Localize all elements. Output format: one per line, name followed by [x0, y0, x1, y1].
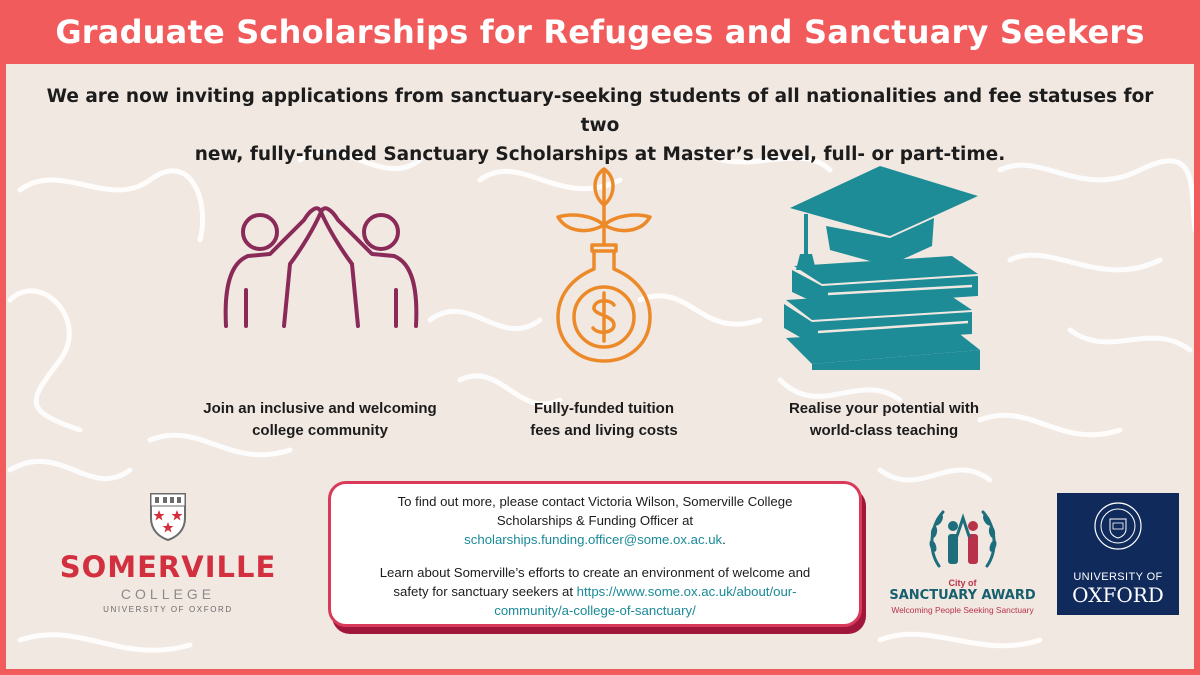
oxford-name-text: OXFORD: [1072, 583, 1164, 607]
feature-funding-line-1: Fully-funded tuition: [534, 400, 674, 417]
contact-box: [328, 481, 862, 627]
contact-line-1: To find out more, please contact Victoria Wilson, Somerville College: [397, 494, 793, 509]
feature-community-line-1: Join an inclusive and welcoming: [203, 400, 437, 417]
page-title: Graduate Scholarships for Refugees and Sanctuary Seekers: [55, 13, 1145, 51]
feature-community-line-2: college community: [252, 422, 388, 439]
somerville-crest-icon: [149, 492, 187, 542]
sanctuary-tagline: Welcoming People Seeking Sanctuary: [891, 605, 1034, 615]
feature-funding-line-2: fees and living costs: [530, 422, 678, 439]
somerville-university-text: UNIVERSITY OF OXFORD: [103, 605, 233, 614]
sanctuary-city-text: City of: [948, 578, 977, 588]
sanctuary-line-1: Learn about Somerville’s efforts to create an environment of welcome and: [379, 565, 811, 580]
sanctuary-url-link-part-2[interactable]: community/a-college-of-sanctuary/: [494, 603, 696, 618]
sanctuary-line-2-text: safety for sanctuary seekers at: [393, 584, 577, 599]
feature-funding: [454, 398, 754, 442]
oxford-university-of-text: UNIVERSITY OF: [1073, 571, 1163, 583]
oxford-logo: [1057, 493, 1179, 615]
somerville-college-text: COLLEGE: [120, 586, 216, 602]
feature-teaching-line-2: world-class teaching: [809, 422, 959, 439]
graduation-books-icon: [782, 166, 980, 370]
somerville-logo: [38, 492, 298, 622]
header-bar: [0, 0, 1200, 64]
feature-community: [170, 398, 470, 442]
feature-teaching-line-1: Realise your potential with: [788, 400, 980, 417]
contact-line-2: Scholarships & Funding Officer at: [496, 513, 694, 528]
email-suffix: .: [722, 532, 726, 547]
high-five-icon: [218, 198, 424, 346]
contact-email-line: [347, 530, 843, 549]
money-plant-icon: [552, 165, 656, 365]
sanctuary-award-logo: [885, 500, 1040, 620]
sanctuary-url-link-part-1[interactable]: https://www.some.ox.ac.uk/about/our-: [576, 584, 797, 599]
sanctuary-line-3: [347, 601, 843, 620]
intro-line-1: We are now inviting applications from sanctuary-seeking students of all nationalities and fee statuses for two: [46, 86, 1154, 136]
somerville-wordmark: SOMERVILLE: [59, 550, 277, 584]
email-link[interactable]: scholarships.funding.officer@some.ox.ac.uk: [464, 532, 723, 547]
intro-line-2: new, fully-funded Sanctuary Scholarships at Master’s level, full- or part-time.: [194, 144, 1006, 165]
oxford-crest-icon: [1093, 501, 1143, 551]
feature-teaching: [734, 398, 1034, 442]
intro-text: [30, 82, 1170, 169]
laurel-figures-icon: [925, 502, 1001, 578]
sanctuary-award-text: SANCTUARY AWARD: [889, 588, 1036, 603]
sanctuary-line-2: [347, 582, 843, 601]
